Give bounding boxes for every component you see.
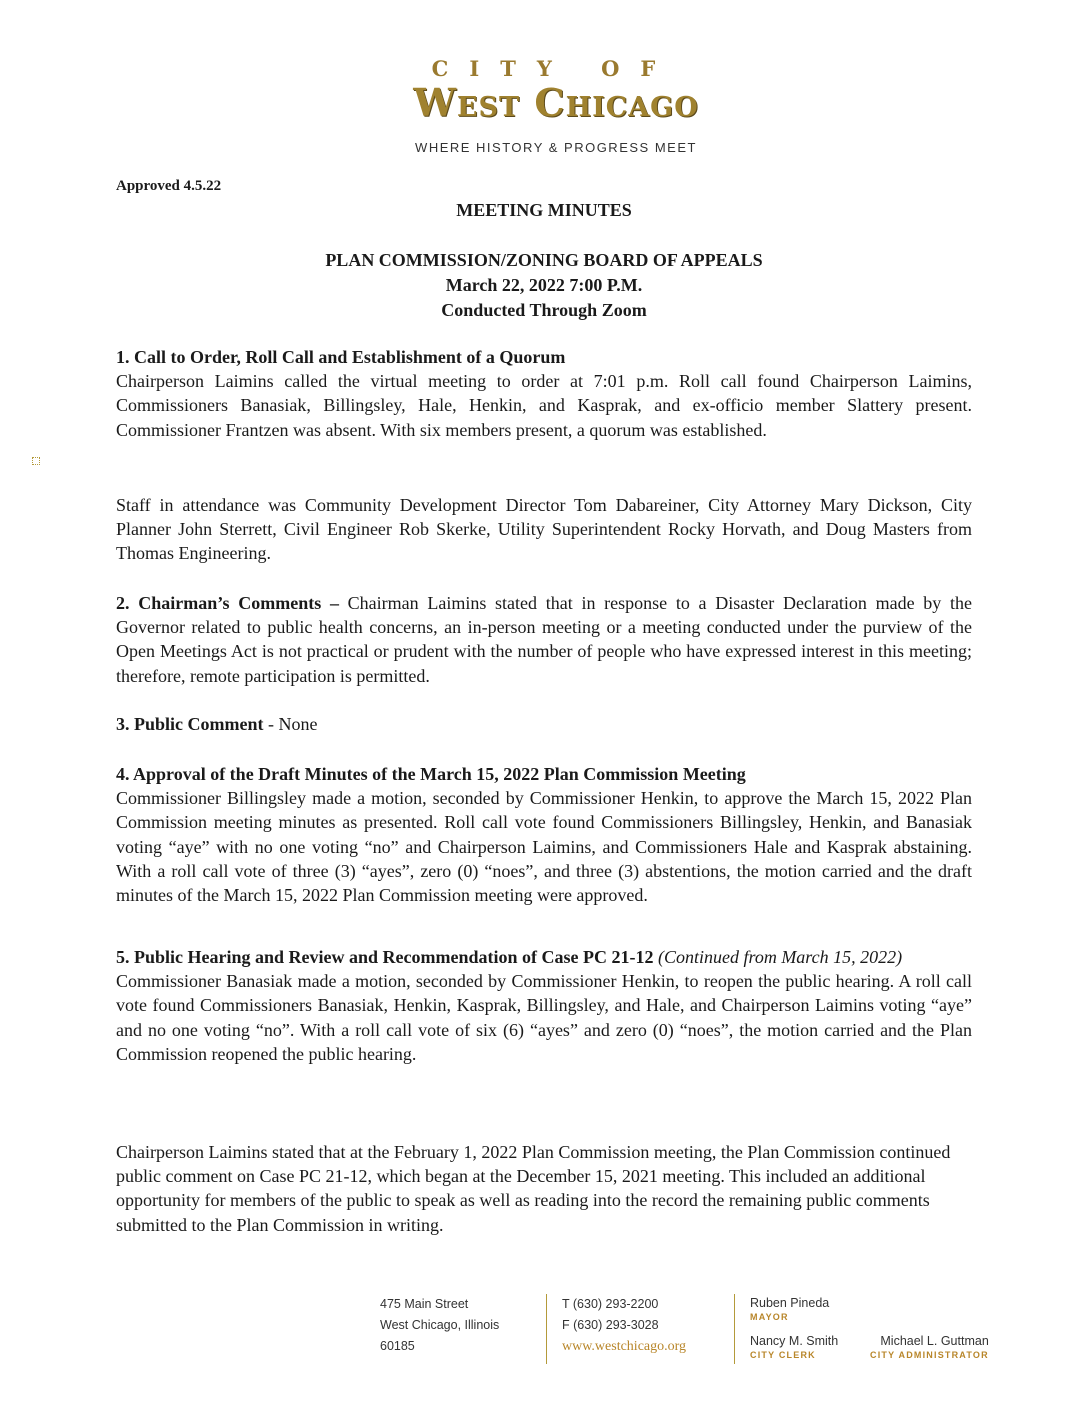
section-1-heading: 1. Call to Order, Roll Call and Establishment of a Quorum <box>116 347 566 367</box>
section-1-paragraph-2: Staff in attendance was Community Development Director Tom Dabareiner, City Attorney Mary Dickson, City Planner John Sterrett, Civil Engineer Rob Skerke, Utility Superintendent Rocky Horvath, and Doug Masters from Thomas Engineering. <box>116 495 972 564</box>
section-5-paragraph-2: Chairperson Laimins stated that at the February 1, 2022 Plan Commission meeting, the Plan Commission continued public comment on Case PC 21-12, which began at the December 15, 2021 meeting. This included an additional opportunity for members of the public to speak as well as reading into the record the remaining public comments submitted to the Plan Commission in writing. <box>116 1142 951 1235</box>
footer-clerk-name: Nancy M. Smith <box>750 1334 839 1348</box>
section-2-heading: 2. Chairman’s Comments – <box>116 593 339 613</box>
commission-name: PLAN COMMISSION/ZONING BOARD OF APPEALS <box>325 250 763 270</box>
footer-officials <box>750 1294 838 1360</box>
commission-header <box>0 248 1088 323</box>
footer-administrator <box>870 1332 989 1360</box>
section-1-paragraph-1: Chairperson Laimins called the virtual meeting to order at 7:01 p.m. Roll call found Chairperson Laimins, Commissioners Banasiak, Billingsley, Hale, Henkin, and Kasprak, and ex-officio member Slattery present. Commissioner Frantzen was absent. With six members present, a quorum was established. <box>116 371 972 440</box>
footer-contact <box>562 1294 686 1357</box>
section-3-heading: 3. Public Comment <box>116 714 264 734</box>
page-title: MEETING MINUTES <box>456 200 632 220</box>
section-1 <box>116 345 972 442</box>
footer-phone: T (630) 293-2200 <box>562 1297 659 1311</box>
footer-zip: 60185 <box>380 1339 415 1353</box>
section-3 <box>116 712 972 736</box>
section-4 <box>116 762 972 907</box>
section-1-staff <box>116 493 972 566</box>
section-5-continued <box>116 1140 956 1237</box>
footer-clerk-role: CITY CLERK <box>750 1350 816 1360</box>
section-2 <box>116 591 972 688</box>
logo-city-name: West Chicago <box>413 80 699 125</box>
section-5-heading-note: (Continued from March 15, 2022) <box>657 947 903 967</box>
footer-admin-name: Michael L. Guttman <box>880 1334 989 1348</box>
approved-stamp: Approved 4.5.22 <box>116 178 222 194</box>
meeting-venue: Conducted Through Zoom <box>441 300 647 320</box>
footer-city: West Chicago, Illinois <box>380 1318 500 1332</box>
meeting-date: March 22, 2022 7:00 P.M. <box>445 275 643 295</box>
section-2-text: Chairman Laimins stated that in response to a Disaster Declaration made by the Governor related to public health concerns, an in-person meeting or a meeting conducted under the purview of the Open Meetings Act is not practical or prudent with the number of people who have expressed interest in this meeting; therefore, remote participation is permitted. <box>116 593 972 686</box>
footer-address <box>380 1294 499 1357</box>
footer-divider-1 <box>546 1294 547 1364</box>
section-4-text: Commissioner Billingsley made a motion, seconded by Commissioner Henkin, to approve the March 15, 2022 Plan Commission meeting minutes as presented. Roll call vote found Commissioners Billingsley, Henkin, and Banasiak voting “aye” with no one voting “no” and Chairperson Laimins, and Commissioners Hale and Kasprak abstaining. With a roll call vote of three (3) “ayes”, zero (0) “noes”, and three (3) abstentions, the motion carried and the draft minutes of the March 15, 2022 Plan Commission meeting were approved. <box>116 788 972 906</box>
footer-mayor-role: MAYOR <box>750 1312 789 1322</box>
footer-divider-2 <box>734 1294 735 1364</box>
logo-city-of: CITY OF <box>431 56 677 81</box>
section-5 <box>116 945 972 1066</box>
footer-fax: F (630) 293-3028 <box>562 1318 659 1332</box>
margin-marker <box>32 457 40 465</box>
section-5-heading: 5. Public Hearing and Review and Recommendation of Case PC 21-12 <box>116 947 654 967</box>
section-5-paragraph-1: Commissioner Banasiak made a motion, seconded by Commissioner Henkin, to reopen the public hearing. A roll call vote found Commissioners Banasiak, Henkin, Kasprak, Billingsley, and Hale, and Chairperson Laimins voting “aye” and no one voting “no”. With a roll call vote of six (6) “ayes” and zero (0) “noes”, the motion carried and the Plan Commission reopened the public hearing. <box>116 971 972 1064</box>
footer-admin-role: CITY ADMINISTRATOR <box>870 1350 989 1360</box>
footer-street: 475 Main Street <box>380 1297 469 1311</box>
footer-mayor-name: Ruben Pineda <box>750 1296 830 1310</box>
section-4-heading: 4. Approval of the Draft Minutes of the March 15, 2022 Plan Commission Meeting <box>116 764 746 784</box>
footer-website-link[interactable]: www.westchicago.org <box>562 1339 687 1354</box>
logo-tagline: WHERE HISTORY & PROGRESS MEET <box>415 140 697 155</box>
section-3-text: - None <box>263 714 318 734</box>
